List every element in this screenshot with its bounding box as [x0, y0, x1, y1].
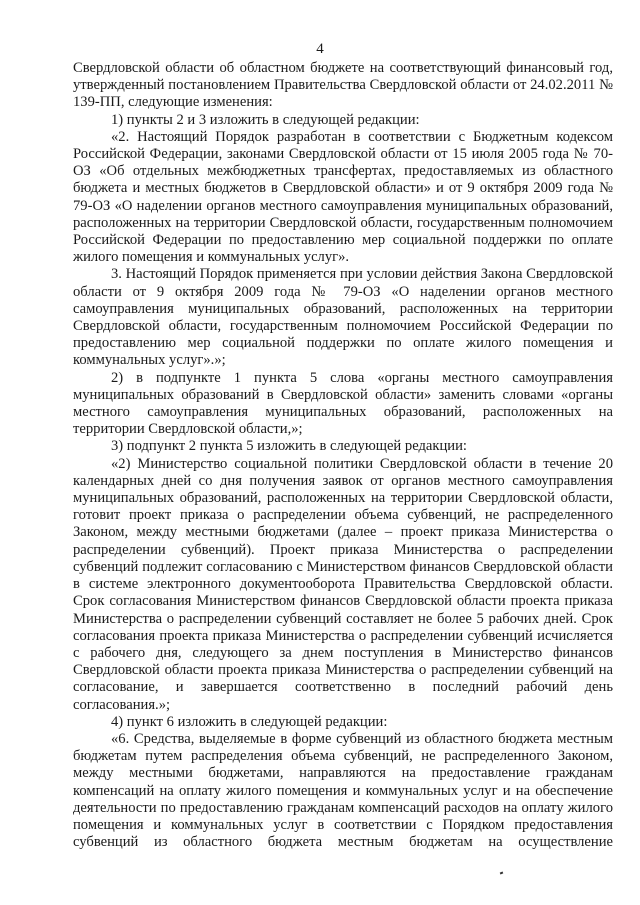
- paragraph-clause-2: «2. Настоящий Порядок разработан в соответствии с Бюджетным кодексом Российской Федерации, законами Свердловской области от 15 июля 2005 года № 70-ОЗ «Об отдельных межбюджетных трансфертах, предоставляемых из областного бюджета и местных бюджетов в Свердловской области» и от 9 октября 2009 года № 79-ОЗ «О наделении органов местного самоуправления муниципальных образований, расположенных на территории Свердловской области, государственным полномочием Российской Федерации по предоставлению мер социальной поддержки по оплате жилого помещения и коммунальных услуг».: [73, 128, 613, 266]
- paragraph-item-4: 4) пункт 6 изложить в следующей редакции:: [111, 713, 388, 730]
- paragraph-item-1: 1) пункты 2 и 3 изложить в следующей редакции:: [111, 111, 420, 128]
- paragraph-clause-6: «6. Средства, выделяемые в форме субвенций из областного бюджета местным бюджетам путем распределения объема субвенций, не распределенного Законом, между местными бюджетами, направляются на предоставление гражданам компенсаций на оплату жилого помещения и коммунальных услуг и на обеспечение деятельности по предоставлению гражданам компенсаций расходов на оплату жилого помещения и коммунальных услуг в соответствии с Порядком предоставления субвенций из областного бюджета местным бюджетам на осуществление: [73, 730, 613, 851]
- paragraph-clause-3: 3. Настоящий Порядок применяется при условии действия Закона Свердловской области от 9 октября 2009 года № 79-ОЗ «О наделении органов местного самоуправления муниципальных образований, расположенных на территории Свердловской области, государственным полномочием Российской Федерации по предоставлению мер социальной поддержки по оплате жилого помещения и коммунальных услуг».»;: [73, 266, 613, 369]
- paragraph-item-2: 2) в подпункте 1 пункта 5 слова «органы местного самоуправления муниципальных образований в Свердловской области» заменить словами «органы местного самоуправления муниципальных образований, расположенных на территории Свердловской области,»;: [73, 369, 613, 438]
- paragraph-item-3: 3) подпункт 2 пункта 5 изложить в следующей редакции:: [111, 438, 467, 455]
- paragraph-intro-continuation: Свердловской области об областном бюджете на соответствующий финансовый год, утвержденный постановлением Правительства Свердловской области от 24.02.2011 № 139-ПП, следующие изменения:: [73, 60, 613, 111]
- page-number: 4: [316, 41, 324, 57]
- paragraph-subclause-2: «2) Министерство социальной политики Свердловской области в течение 20 календарных дней со дня получения заявок от органов местного самоуправления муниципальных образований, расположенных на территории Свердловской области, готовит проект приказа о распределении объема субвенций, не распределенного Законом, между местными бюджетами (далее – проект приказа Министерства о распределении субвенций). Проект приказа Министерства о распределении субвенций подлежит согласованию с Министерством финансов Свердловской области в системе электронного документооборота Правительства Свердловской области. Срок согласования Министерством финансов Свердловской области проекта приказа Министерства о распределении субвенций составляет не более 5 рабочих дней. Срок согласования проекта приказа Министерства о распределении субвенций исчисляется с рабочего дня, следующего за днем поступления в Министерство финансов Свердловской области проекта приказа Министерства о распределении субвенций на согласование, и завершается соответственно в последний рабочий день согласования.»;: [73, 455, 613, 713]
- scan-mark: [500, 872, 504, 875]
- document-body: [73, 60, 613, 851]
